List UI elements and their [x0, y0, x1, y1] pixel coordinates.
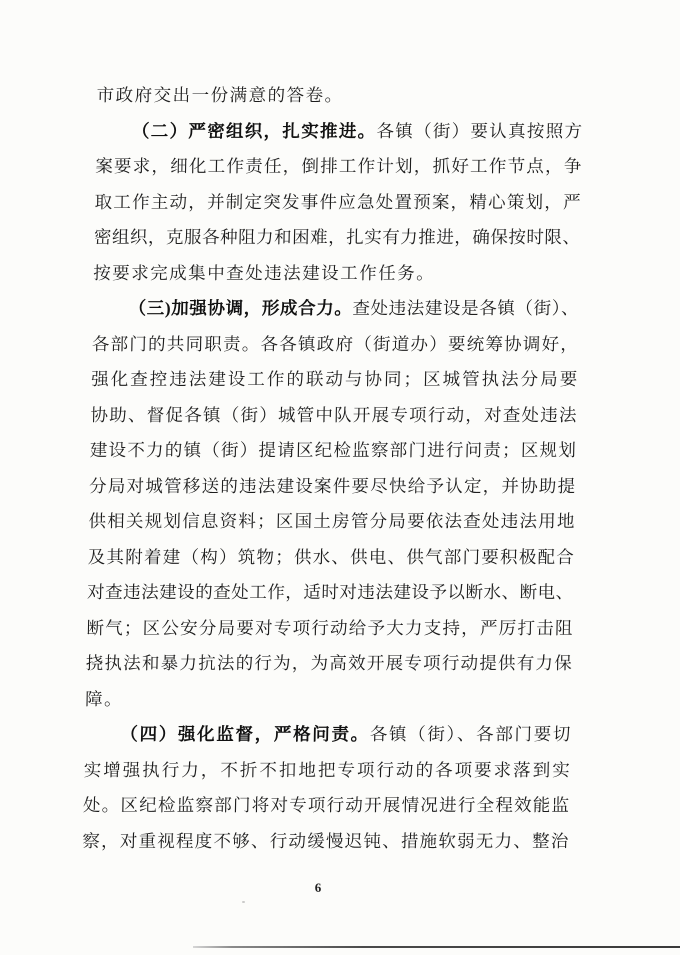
text-segment: 各镇（街）、各部门要切	[369, 724, 571, 744]
text-line	[87, 575, 574, 611]
text-segment: 案要求，细化工作责任，倒排工作计划，抓好工作节点，争	[95, 156, 582, 176]
text-line	[92, 291, 579, 327]
text-line	[87, 540, 574, 576]
text-line	[95, 149, 582, 185]
text-segment: 及其附着建（构）筑物；供水、供电、供气部门要积极配合	[87, 546, 575, 567]
text-segment: 按要求完成集中查处违法建设工作任务。	[93, 262, 436, 283]
text-line	[82, 824, 569, 860]
paragraph-heading: （四）强化监督，严格问责。	[120, 724, 371, 744]
text-segment: 分局对城管移送的违法建设案件要尽快给予认定，并协助提	[88, 475, 576, 496]
paragraph-heading: （三)加强协调，形成合力。	[128, 298, 353, 318]
text-line	[83, 753, 570, 789]
text-segment: 察，对重视程度不够、行动缓慢迟钝、措施软弱无力、整治	[82, 830, 569, 851]
text-line	[91, 362, 578, 398]
scan-bottom-rule	[193, 946, 680, 948]
text-segment: 协助、督促各镇（街）城管中队开展专项行动，对查处违法	[90, 404, 577, 425]
text-line	[90, 398, 577, 434]
text-segment: 查处违法建设是各镇（街）、	[352, 298, 579, 318]
text-line	[93, 256, 580, 292]
text-line	[96, 78, 583, 114]
text-segment: 障。	[84, 688, 124, 709]
text-line	[84, 717, 571, 753]
text-line	[96, 114, 583, 150]
text-segment: 建设不力的镇（街）提请区纪检监察部门进行问责；区规划	[89, 440, 577, 460]
text-segment: 挠执法和暴力抗法的行为，为高效开展专项行动提供有力保	[85, 653, 572, 673]
text-line	[88, 504, 575, 540]
text-line	[92, 327, 579, 363]
text-line	[89, 469, 576, 505]
text-segment: 供相关规划信息资料；区国土房管分局要依法查处违法用地	[88, 511, 575, 531]
text-line	[85, 682, 572, 718]
text-segment: 各部门的共同职责。各各镇政府（街道办）要统筹协调好，	[91, 333, 579, 354]
text-line	[86, 611, 573, 647]
scan-speck	[242, 901, 245, 903]
text-line	[83, 788, 570, 824]
text-segment: 强化查控违法建设工作的联动与协同；区城管执法分局要	[91, 369, 578, 389]
text-line	[94, 220, 581, 256]
text-block	[82, 78, 583, 859]
text-segment: 实增强执行力，不折不扣地把专项行动的各项要求落到实	[83, 759, 570, 780]
paragraph-heading: （二）严密组织，扎实推进。	[131, 120, 377, 141]
text-segment: 各镇（街）要认真按照方	[376, 120, 583, 141]
text-segment: 断气；区公安分局要对专项行动给予大力支持，严厉打击阻	[86, 617, 573, 638]
text-segment: 取工作主动，并制定突发事件应急处置预案，精心策划，严	[94, 191, 581, 212]
text-segment: 密组织，克服各种阻力和困难，扎实有力推进，确保按时限、	[93, 227, 581, 247]
page-number: 6	[314, 880, 322, 895]
text-line	[94, 185, 581, 221]
text-line	[90, 433, 577, 469]
text-segment: 处。区纪检监察部门将对专项行动开展情况进行全程效能监	[82, 795, 570, 815]
text-segment: 市政府交出一份满意的答卷。	[96, 85, 344, 105]
text-line	[85, 646, 572, 682]
text-segment: 对查违法建设的查处工作，适时对违法建设予以断水、断电、	[86, 582, 574, 602]
